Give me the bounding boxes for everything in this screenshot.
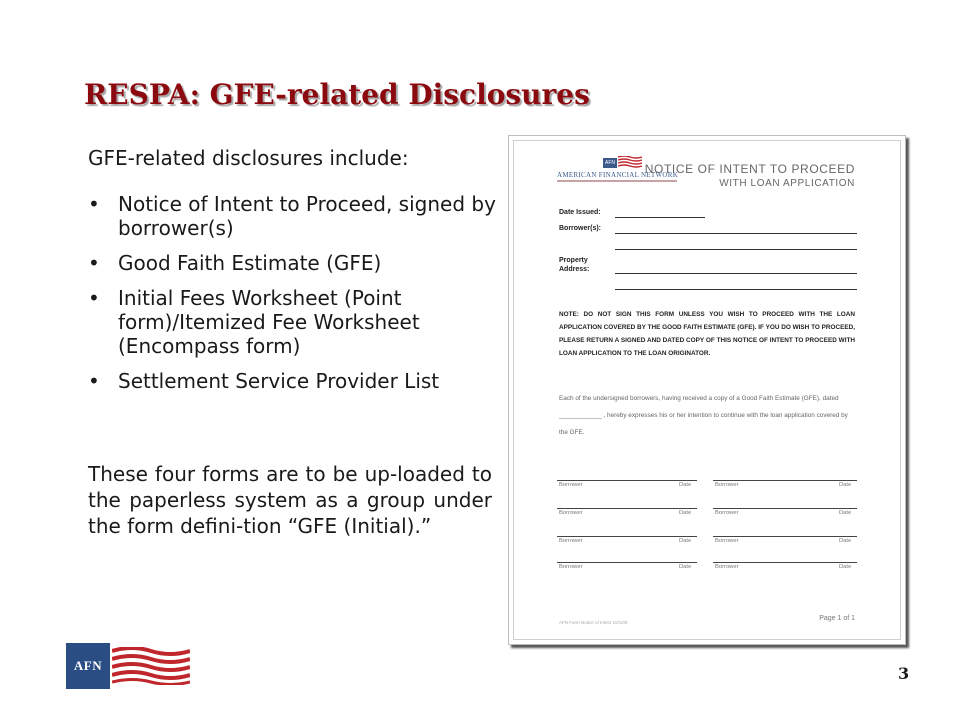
signature-borrower-label: Borrower: [715, 564, 739, 570]
doc-flag-icon: [618, 156, 642, 169]
upload-instructions: These four forms are to be up-loaded to the paperless system as a group under the form defini-tion “GFE (Initial).”: [88, 462, 492, 538]
doc-footer-form-id: AFN Form Notice of Intent 10/1/09: [559, 620, 628, 625]
signature-line: [713, 562, 857, 563]
signature-date-label: Date: [679, 482, 692, 488]
signature-line: [557, 562, 697, 563]
doc-heading-line2: WITH LOAN APPLICATION: [719, 178, 855, 189]
borrowers-line-2: [615, 249, 857, 250]
slide-title: RESPA: GFE-related Disclosures: [84, 78, 590, 111]
signature-borrower-label: Borrower: [559, 510, 583, 516]
flag-icon: [112, 647, 190, 685]
property-label: Property: [559, 257, 588, 264]
signature-date-label: Date: [679, 564, 692, 570]
doc-page-indicator: Page 1 of 1: [819, 615, 855, 622]
signature-line: [713, 480, 857, 481]
page-number: 3: [898, 664, 910, 683]
borrowers-label: Borrower(s):: [559, 225, 602, 232]
signature-line: [713, 536, 857, 537]
afn-logo: [66, 643, 190, 689]
doc-note: NOTE: DO NOT SIGN THIS FORM UNLESS YOU WISH TO PROCEED WITH THE LOAN APPLICATION COVERED BY THE GOOD FAITH ESTIMATE (GFE). IF YOU DO WISH TO PROCEED, PLEASE RETURN A SIGNED AND DATED COPY OF THIS NOTICE OF INTENT TO PROCEED WITH LOAN APPLICATION TO THE LOAN ORIGINATOR.: [559, 311, 855, 357]
intro-text: GFE-related disclosures include:: [88, 146, 409, 170]
bullet-item: • Good Faith Estimate (GFE): [88, 251, 498, 275]
signature-borrower-label: Borrower: [715, 482, 739, 488]
address-line-1: [615, 273, 857, 274]
signature-date-label: Date: [679, 538, 692, 544]
bullet-item: • Settlement Service Provider List: [88, 369, 498, 393]
bullet-item: • Initial Fees Worksheet (Point form)/Itemized Fee Worksheet (Encompass form): [88, 286, 498, 358]
signature-borrower-label: Borrower: [559, 482, 583, 488]
doc-body-text: Each of the undersigned borrowers, having received a copy of a Good Faith Estimate (GFE), dated ____________ , hereby expresses his or her intention to continue with the loan application covered by the GFE.: [559, 395, 848, 436]
afn-logo-box: AFN: [66, 643, 110, 689]
signature-line: [557, 480, 697, 481]
signature-line: [557, 508, 697, 509]
date-issued-label: Date Issued:: [559, 209, 601, 216]
signature-borrower-label: Borrower: [715, 510, 739, 516]
signature-date-label: Date: [839, 510, 852, 516]
doc-heading-line1: NOTICE OF INTENT TO PROCEED: [644, 162, 855, 176]
signature-borrower-label: Borrower: [559, 564, 583, 570]
date-issued-line: [615, 217, 705, 218]
signature-date-label: Date: [679, 510, 692, 516]
signature-date-label: Date: [839, 482, 852, 488]
signature-line: [713, 508, 857, 509]
signature-line: [557, 536, 697, 537]
doc-company-underline: [557, 180, 677, 182]
bullet-item: • Notice of Intent to Proceed, signed by borrower(s): [88, 192, 498, 240]
signature-borrower-label: Borrower: [559, 538, 583, 544]
notice-form-page: [508, 135, 906, 645]
doc-company-name: AMERICAN FINANCIAL NETWORK: [557, 171, 679, 179]
signature-date-label: Date: [839, 564, 852, 570]
bullet-list: [88, 192, 498, 404]
doc-logo-icon: AFN: [605, 160, 615, 166]
signature-date-label: Date: [839, 538, 852, 544]
signature-borrower-label: Borrower: [715, 538, 739, 544]
borrowers-line-1: [615, 233, 857, 234]
address-line-2: [615, 289, 857, 290]
notice-form-image: [508, 135, 908, 647]
address-label: Address:: [559, 266, 590, 273]
